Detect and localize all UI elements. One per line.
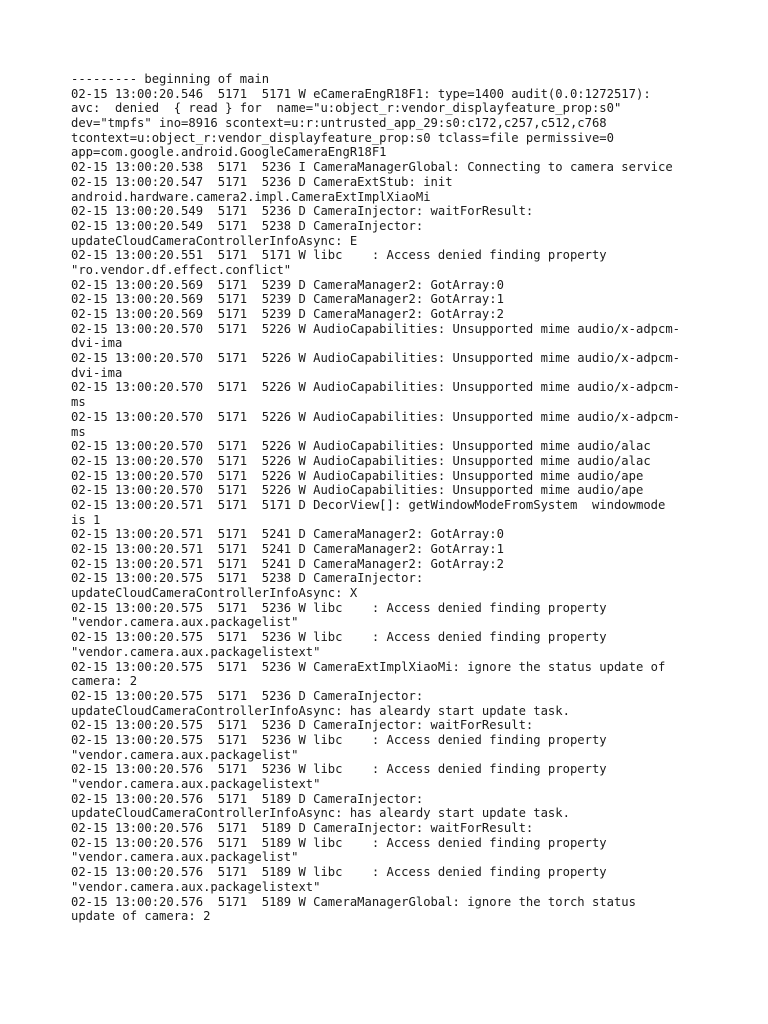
- log-line: updateCloudCameraControllerInfoAsync: E: [71, 233, 358, 248]
- log-line: 02-15 13:00:20.547 5171 5236 D CameraExtStub: init: [71, 174, 453, 189]
- log-line: dvi-ima: [71, 365, 123, 380]
- log-line: 02-15 13:00:20.570 5171 5226 W AudioCapabilities: Unsupported mime audio/x-adpcm-: [71, 351, 681, 366]
- log-line: updateCloudCameraControllerInfoAsync: has aleardy start update task.: [71, 703, 570, 718]
- log-line: 02-15 13:00:20.575 5171 5236 W CameraExtImplXiaoMi: ignore the status update of: [71, 659, 666, 674]
- log-line: 02-15 13:00:20.575 5171 5236 W libc : Access denied finding property: [71, 630, 607, 645]
- log-line: 02-15 13:00:20.570 5171 5226 W AudioCapabilities: Unsupported mime audio/ape: [71, 483, 644, 498]
- log-line: android.hardware.camera2.impl.CameraExtImplXiaoMi: [71, 189, 431, 204]
- log-line: 02-15 13:00:20.570 5171 5226 W AudioCapabilities: Unsupported mime audio/alac: [71, 453, 651, 468]
- log-line: 02-15 13:00:20.570 5171 5226 W AudioCapabilities: Unsupported mime audio/ape: [71, 468, 644, 483]
- log-line: "vendor.camera.aux.packagelistext": [71, 777, 321, 791]
- log-line: 02-15 13:00:20.569 5171 5239 D CameraManager2: GotArray:2: [71, 307, 504, 321]
- log-line: 02-15 13:00:20.570 5171 5226 W AudioCapabilities: Unsupported mime audio/x-adpcm-: [71, 380, 681, 395]
- log-line: camera: 2: [71, 674, 138, 689]
- log-line: 02-15 13:00:20.575 5171 5236 W libc : Access denied finding property: [71, 600, 607, 615]
- log-line: 02-15 13:00:20.576 5171 5189 D CameraInjector:: [71, 791, 424, 806]
- log-line: 02-15 13:00:20.570 5171 5226 W AudioCapabilities: Unsupported mime audio/x-adpcm-: [71, 409, 681, 424]
- log-line: 02-15 13:00:20.549 5171 5238 D CameraInjector:: [71, 218, 424, 233]
- log-line: "vendor.camera.aux.packagelistext": [71, 644, 321, 659]
- log-line: 02-15 13:00:20.575 5171 5236 D CameraInjector: waitForResult:: [71, 718, 534, 733]
- log-line: 02-15 13:00:20.570 5171 5226 W AudioCapabilities: Unsupported mime audio/alac: [71, 439, 651, 454]
- log-line: 02-15 13:00:20.549 5171 5236 D CameraInjector: waitForResult:: [71, 204, 534, 219]
- log-line: update of camera: 2: [71, 909, 211, 924]
- log-line: 02-15 13:00:20.570 5171 5226 W AudioCapabilities: Unsupported mime audio/x-adpcm-: [71, 321, 681, 336]
- log-line: 02-15 13:00:20.575 5171 5238 D CameraInjector:: [71, 571, 424, 586]
- log-line: updateCloudCameraControllerInfoAsync: has aleardy start update task.: [71, 806, 570, 821]
- log-line: "vendor.camera.aux.packagelist": [71, 850, 299, 865]
- log-line: app=com.google.android.GoogleCameraEngR18F1: [71, 145, 387, 160]
- log-line: 02-15 13:00:20.576 5171 5189 W CameraManagerGlobal: ignore the torch status: [71, 894, 636, 909]
- log-line: 02-15 13:00:20.576 5171 5189 W libc : Access denied finding property: [71, 865, 607, 880]
- log-line: 02-15 13:00:20.551 5171 5171 W libc : Access denied finding property: [71, 248, 607, 263]
- log-line: 02-15 13:00:20.576 5171 5189 W libc : Access denied finding property: [71, 835, 607, 850]
- log-line: avc: denied { read } for name="u:object_r:vendor_displayfeature_prop:s0": [71, 101, 622, 116]
- log-line: "vendor.camera.aux.packagelist": [71, 747, 299, 762]
- log-line: 02-15 13:00:20.569 5171 5239 D CameraManager2: GotArray:0: [71, 277, 504, 292]
- log-line: "ro.vendor.df.effect.conflict": [71, 262, 292, 277]
- log-line: 02-15 13:00:20.571 5171 5171 D DecorView[]: getWindowModeFromSystem windowmode: [71, 497, 666, 512]
- log-line: 02-15 13:00:20.569 5171 5239 D CameraManager2: GotArray:1: [71, 292, 504, 307]
- log-line: --------- beginning of main: [71, 72, 270, 86]
- log-line: updateCloudCameraControllerInfoAsync: X: [71, 586, 358, 601]
- log-line: 02-15 13:00:20.546 5171 5171 W eCameraEngR18F1: type=1400 audit(0.0:1272517):: [71, 86, 651, 101]
- log-line: 02-15 13:00:20.571 5171 5241 D CameraManager2: GotArray:0: [71, 527, 504, 542]
- log-line: 02-15 13:00:20.538 5171 5236 I CameraManagerGlobal: Connecting to camera service: [71, 160, 673, 175]
- log-document: [71, 72, 711, 924]
- log-line: 02-15 13:00:20.571 5171 5241 D CameraManager2: GotArray:2: [71, 556, 504, 571]
- log-line: 02-15 13:00:20.571 5171 5241 D CameraManager2: GotArray:1: [71, 542, 504, 556]
- log-line: dvi-ima: [71, 336, 123, 351]
- log-line: ms: [71, 395, 86, 410]
- log-line: 02-15 13:00:20.576 5171 5236 W libc : Access denied finding property: [71, 762, 607, 777]
- log-line: is 1: [71, 512, 101, 527]
- log-line: tcontext=u:object_r:vendor_displayfeature_prop:s0 tclass=file permissive=0: [71, 130, 614, 145]
- log-line: 02-15 13:00:20.575 5171 5236 W libc : Access denied finding property: [71, 732, 607, 747]
- log-line: 02-15 13:00:20.576 5171 5189 D CameraInjector: waitForResult:: [71, 821, 534, 836]
- log-line: dev="tmpfs" ino=8916 scontext=u:r:untrusted_app_29:s0:c172,c257,c512,c768: [71, 116, 607, 131]
- log-line: "vendor.camera.aux.packagelistext": [71, 879, 321, 894]
- log-line: "vendor.camera.aux.packagelist": [71, 615, 299, 630]
- log-line: 02-15 13:00:20.575 5171 5236 D CameraInjector:: [71, 688, 424, 703]
- log-line: ms: [71, 424, 86, 439]
